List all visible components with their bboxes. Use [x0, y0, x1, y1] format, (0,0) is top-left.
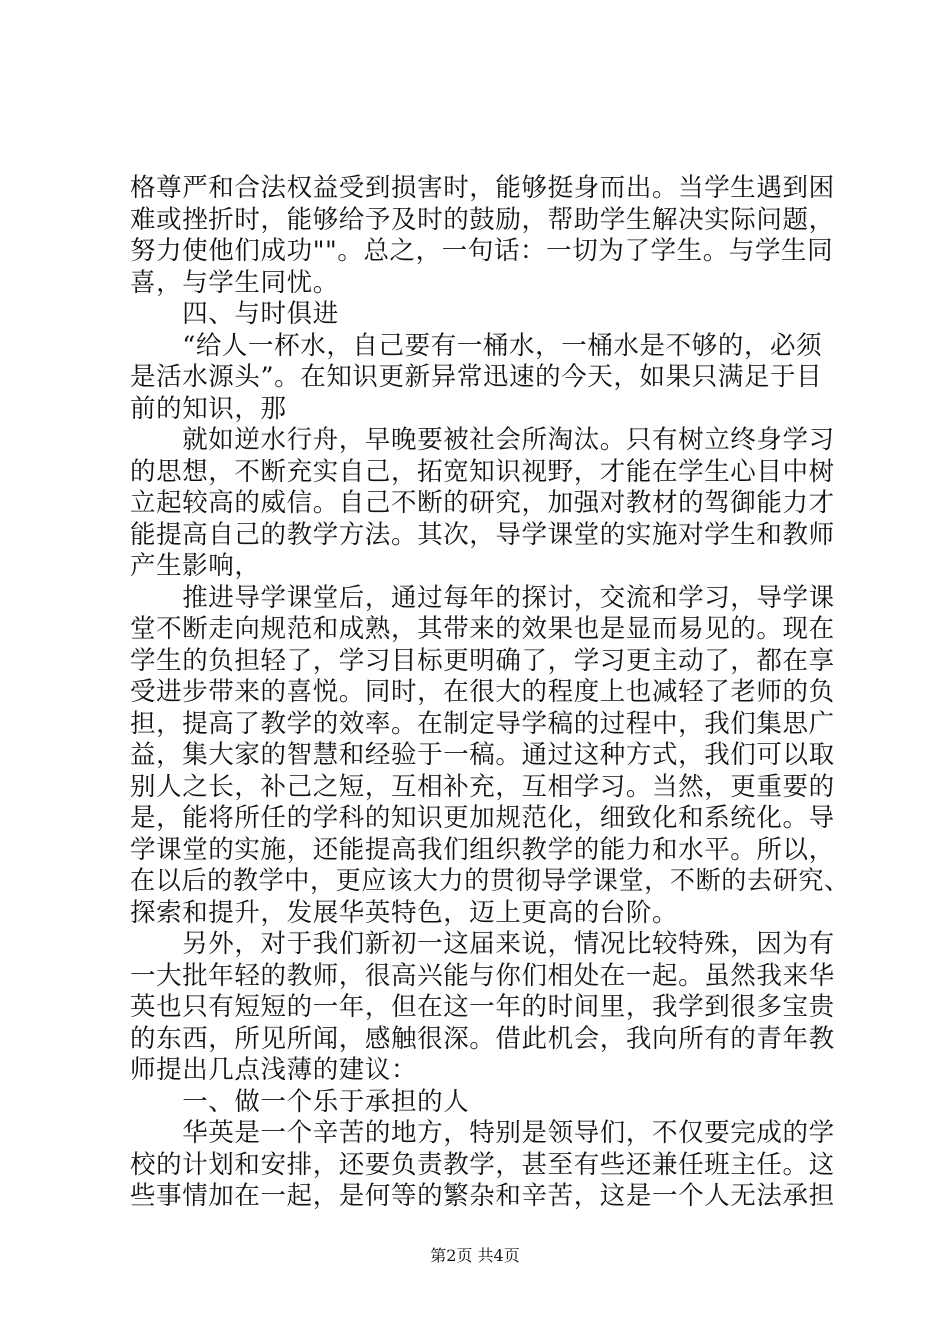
text-line: 些事情加在一起，是何等的繁杂和辛苦，这是一个人无法承担 [130, 1181, 835, 1211]
text-line: 难或挫折时，能够给予及时的鼓励，帮助学生解决实际问题， [130, 204, 835, 235]
paragraph-p2 [130, 299, 850, 331]
text-line: 师提出几点浅薄的建议： [130, 1055, 418, 1085]
text-line: 推进导学课堂后，通过每年的探讨，交流和学习，导学课 [130, 582, 835, 613]
text-line: 一、做一个乐于承担的人 [130, 1086, 470, 1117]
paragraph-p4 [130, 425, 850, 583]
paragraph-p7 [130, 1087, 850, 1119]
text-line: 华英是一个辛苦的地方，特别是领导们，不仅要完成的学 [130, 1118, 835, 1148]
text-line: 受进步带来的喜悦。同时，在很大的程度上也减轻了老师的负 [130, 677, 835, 707]
paragraph-p1 [130, 173, 850, 299]
text-line: 学课堂的实施，还能提高我们组织教学的能力和水平。所以， [130, 834, 835, 865]
text-line: 另外，对于我们新初一这届来说，情况比较特殊，因为有 [130, 929, 835, 959]
text-line: 就如逆水行舟，早晚要被社会所淘汰。只有树立终身学习 [130, 425, 835, 455]
text-line: 能提高自己的教学方法。其次，导学课堂的实施对学生和教师 [130, 519, 835, 550]
text-line: 是，能将所任的学科的知识更加规范化，细致化和系统化。导 [130, 803, 835, 833]
text-line: 益，集大家的智慧和经验于一稿。通过这种方式，我们可以取 [130, 740, 835, 770]
paragraph-p6 [130, 929, 850, 1087]
text-line: 在以后的教学中，更应该大力的贯彻导学课堂，不断的去研究、 [130, 866, 850, 896]
text-line: 担，提高了教学的效率。在制定导学稿的过程中，我们集思广 [130, 708, 835, 739]
text-line: 努力使他们成功""。总之，一句话：一切为了学生。与学生同 [130, 236, 834, 266]
text-line: 是活水源头”。在知识更新异常迅速的今天，如果只满足于目 [130, 362, 823, 392]
text-line: 四、与时俱进 [130, 299, 339, 329]
paragraph-p8 [130, 1118, 850, 1213]
text-line: 喜，与学生同忧。 [130, 267, 339, 298]
text-line: “给人一杯水，自己要有一桶水，一桶水是不够的，必须 [130, 330, 823, 361]
page-footer [0, 1246, 950, 1266]
text-line: 英也只有短短的一年，但在这一年的时间里，我学到很多宝贵 [130, 992, 835, 1022]
paragraph-p3 [130, 331, 850, 426]
text-line: 的思想，不断充实自己，拓宽知识视野，才能在学生心目中树 [130, 456, 835, 487]
text-line: 的东西，所见所闻，感触很深。借此机会，我向所有的青年教 [130, 1023, 835, 1054]
text-line: 一大批年轻的教师，很高兴能与你们相处在一起。虽然我来华 [130, 960, 835, 991]
text-line: 别人之长，补己之短，互相补充，互相学习。当然，更重要的 [130, 771, 835, 802]
text-line: 格尊严和合法权益受到损害时，能够挺身而出。当学生遇到困 [130, 173, 835, 203]
text-line: 前的知识，那 [130, 393, 287, 424]
page-number: 第2页 共4页 [430, 1246, 520, 1265]
paragraph-p5 [130, 583, 850, 930]
text-line: 产生影响， [130, 551, 261, 581]
document-body [130, 173, 850, 1213]
text-line: 探索和提升，发展华英特色，迈上更高的台阶。 [130, 897, 679, 928]
text-line: 学生的负担轻了，学习目标更明确了，学习更主动了，都在享 [130, 645, 835, 676]
text-line: 校的计划和安排，还要负责教学，甚至有些还兼任班主任。这 [130, 1149, 835, 1180]
text-line: 堂不断走向规范和成熟，其带来的效果也是显而易见的。现在 [130, 614, 835, 644]
text-line: 立起较高的威信。自己不断的研究，加强对教材的驾御能力才 [130, 488, 835, 518]
